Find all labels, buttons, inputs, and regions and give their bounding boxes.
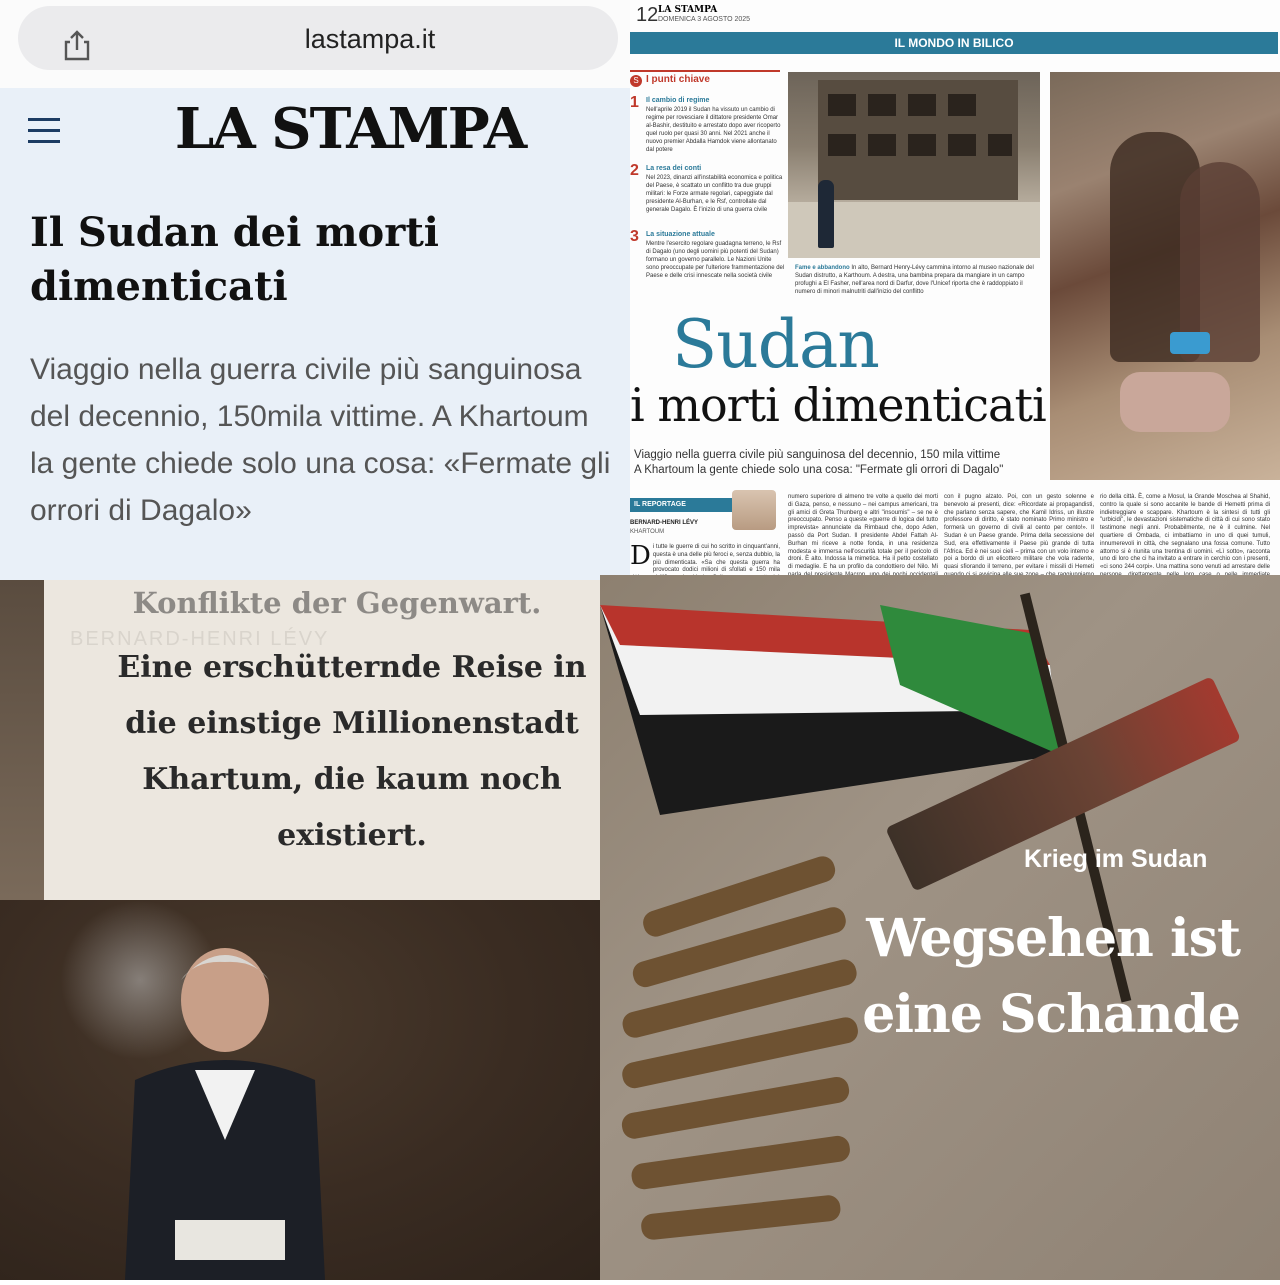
caption-text: In alto, Bernard Henry-Lévy cammina intorno al museo nazionale del Sudan distrutto, a Karthoum. A destra, una bambina prepara da mangiare in un campo profughi a El Fasher, nell'area nord di Darfur, dove l'Unicef riporta che è raddoppiato il numero di minori malnutriti dall'inizio del conflitto (795, 265, 1034, 295)
body-column-4: rio della città. È, come a Mosul, la Grande Moschea al Shahid, contro la quale si sono accanite le bande di Hemetti prima di indietreggiare e scappare. Khartoum è la sintesi di tutti gli "urbicidi", le devastazioni sistematiche di città di cui sono stato testimone negli anni. Probabilmente, ne è il culmine. Nel quartiere di Ombada, ci imbattiamo in uno di quei tumuli, innumerevoli in città, che segnalano una fossa comune. Tutto attorno si è riunita una trentina di uomini. «Lì sotto», racconta uno di loro che ci ha invitato a entrare in cerchio con i presenti, «ci sono 244 corpi». Una mattina sono venuti ad arrestare delle (1100, 494, 1270, 571)
caption-label: Fame e abbandono (795, 265, 850, 271)
hamburger-menu-icon[interactable] (28, 118, 60, 148)
faz-article-panel (600, 575, 1280, 1280)
nzz-headline: Eine erschütternde Reise in die einstige Millionenstadt Khartum, die kaum noch existiert. (117, 650, 587, 853)
photo-caption (795, 264, 1035, 296)
lastampa-mobile-panel (0, 0, 630, 580)
author-avatar (732, 490, 776, 530)
nzz-article-panel (0, 580, 630, 1280)
key-point-title: Il cambio di regime (646, 97, 710, 104)
key-point-title: La resa dei conti (646, 165, 702, 172)
url-text[interactable]: lastampa.it (304, 24, 436, 54)
author-portrait (105, 940, 345, 1280)
key-point-2 (630, 162, 783, 213)
walking-man (818, 180, 834, 248)
subtitle-line-1: Viaggio nella guerra civile più sanguinosa del decennio, 150 mila vittime (634, 449, 1001, 461)
key-point-text: Mentre l'esercito regolare guadagna terreno, le Rsf di Dagalo (uno degli uomini più potenti del Sudan) formano un governo parallelo. Le Nazioni Unite sono preoccupate per l'ulteriore frammentazione del Paese e delle crisi innescate nella società civile (646, 241, 785, 279)
body-text: i tutte le guerre di cui ho scritto in cinquant'anni, questa è una delle più feroci e, senza dubbio, la più dimenticata. «Sa che questa guerra ha provocato dodici milioni di sfollati e 150 mila (652, 544, 780, 574)
article-headline[interactable]: Il Sudan dei morti dimenticati (30, 209, 439, 310)
key-point-3 (630, 228, 785, 279)
key-point-title: La situazione attuale (646, 231, 715, 238)
key-points-rule (630, 70, 780, 72)
refugee-camp-photo (1050, 72, 1280, 480)
newspaper-date: DOMENICA 3 AGOSTO 2025 (658, 16, 751, 23)
newspaper-brand: LA STAMPA (658, 5, 718, 15)
faz-title: Wegsehen ist eine Schande (862, 908, 1240, 1045)
key-point-text: Nel 2023, dinanzi all'instabilità economica e politica del Paese, è scattato un conflitto tra due gruppi militari: le Forze armate regolari, capeggiate dal presidente Al-Burhan, e le Rsf, controllate dal generale Dagalo. È l'inizio di una guerra civile (646, 175, 783, 213)
reportage-label: IL REPORTAGE (630, 498, 734, 512)
newspaper-subtitle (634, 448, 1050, 478)
drop-cap: D (630, 541, 651, 571)
page-number: 12 (636, 4, 659, 26)
key-point-number: 3 (630, 228, 639, 245)
big-title-rest: i morti dimenticati (630, 378, 1046, 432)
nzz-kicker: Konflikte der Gegenwart. (132, 586, 542, 620)
section-band: IL MONDO IN BILICO (630, 32, 1278, 54)
big-title-sudan: Sudan (672, 306, 879, 383)
ghost-byline: BERNARD-HENRI LÉVY (70, 628, 330, 650)
author-byline: BERNARD-HENRI LÉVY (630, 520, 699, 526)
museum-ruins-photo (788, 72, 1040, 258)
dateline-location: KHARTOUM (630, 529, 665, 535)
key-point-text: Nell'aprile 2019 il Sudan ha vissuto un cambio di regime per rovesciare il dittatore presidente Omar al-Bashir, destituito e arrestato dopo aver ricoperto quel ruolo per quasi 30 anni. Nel 2021 anche il nuovo premier Abdalla Hamdok viene allontanato dal potere (646, 107, 781, 153)
subtitle-line-2: A Khartoum la gente chiede solo una cosa: "Fermate gli orrori di Dagalo" (634, 464, 1004, 476)
key-points-badge: S (630, 75, 642, 87)
key-points-title: I punti chiave (646, 74, 710, 85)
key-point-number: 2 (630, 162, 639, 179)
key-point-1 (630, 94, 781, 153)
body-column-3: con il pugno alzato. Poi, con un gesto solenne e benevolo ai presenti, dice: «Ricordate ai propagandisti, che parlano senza sapere, che Kamil Idriss, un illustre professore di diritto, è stato nominato Primo ministro e formerà un governo di civili al cento per cento!». Il Sudan è un Paese grande. Prima della secessione del Sud, era effettivamente il Paese più grande di tutta l'Africa. Ed è nei suoi cieli – prima con un volo interno e poi a bordo di un elicottero militare che vola radente, quasi sfiorando il terreno, per evitare i missili di Hemeti (944, 494, 1094, 571)
article-dek: Viaggio nella guerra civile più sanguinosa del decennio, 150mila vittime. A Khartoum la gente chiede solo una cosa: «Fermate gli orrori di Dagalo» (30, 353, 611, 527)
newspaper-page-panel (630, 0, 1280, 580)
site-logo[interactable]: LA STAMPA (174, 96, 526, 162)
key-point-number: 1 (630, 94, 639, 111)
body-column-2: numero superiore di almeno tre volte a quello dei morti di Gaza, penso, e nessuno – nei campus americani, tra gli amici di Greta Thunberg e altri "insoumis" – se ne è preoccupato. Penso a queste «guerre di logica del tutto imprevista» annunciate da Rimbaud che, dopo Aden, passò da Port Sudan. Il presidente Abdel Fattah Al-Burhan mi riceve a notte fonda, in una residenza modesta e immersa nell'oscurità totale per il pericolo di droni. È alto. Indossa la mimetica. Ha il petto costellato di medaglie. E ha un profilo da condottiero del Nilo. Mi (788, 494, 938, 571)
faz-kicker: Krieg im Sudan (1024, 845, 1208, 873)
address-bar[interactable] (18, 6, 618, 70)
